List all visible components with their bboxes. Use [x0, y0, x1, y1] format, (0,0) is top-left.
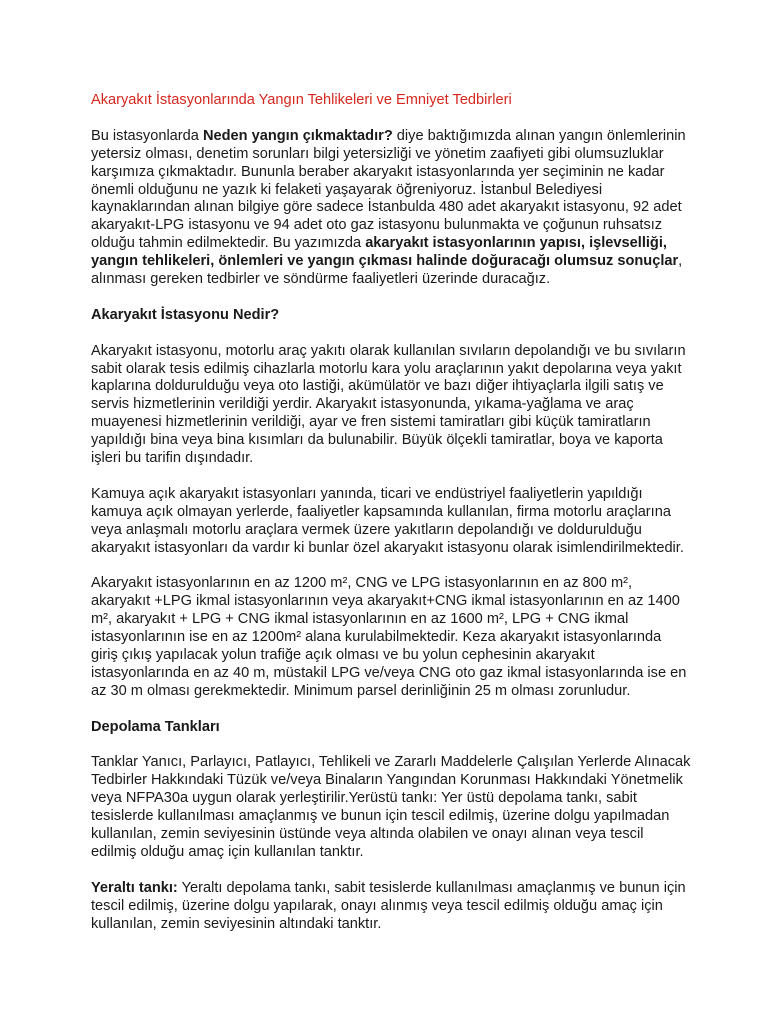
- above-ground-tank-paragraph: Tanklar Yanıcı, Parlayıcı, Patlayıcı, Tehlikeli ve Zararlı Maddelerle Çalışılan Yerlerde Alınacak Tedbirler Hakkındaki Tüzük ve/veya Binaların Yangından Korunması Hakkındaki Yönetmelik veya NFPA30a uygun olarak yerleştirilir.Yerüstü tankı: Yer üstü depolama tankı, sabit tesislerde kullanılması amaçlanmış ve bunun için tescil edilmiş, üzerine dolgu yapılmadan kullanılan, zemin seviyesinin üstünde veya altında olabilen ve onayı alınan veya tescil edilmiş olduğu amaç için kullanılan tanktır.: [91, 754, 691, 860]
- underground-tank-paragraph: [91, 880, 691, 934]
- section-heading-storage-tanks: Depolama Tankları: [91, 718, 220, 735]
- intro-text-3: , alınması gereken tedbirler ve söndürme faaliyetleri üzerinde duracağız.: [91, 253, 683, 288]
- intro-bold-topics: akaryakıt istasyonlarının yapısı, işlevselliği, yangın tehlikeleri, önlemleri ve yangın çıkması halinde doğuracağı olumsuz sonuçlar: [91, 235, 679, 270]
- intro-text-1: Bu istasyonlarda: [91, 127, 203, 144]
- intro-bold-question: Neden yangın çıkmaktadır?: [202, 127, 393, 144]
- area-requirements-paragraph: Akaryakıt istasyonlarının en az 1200 m², CNG ve LPG istasyonlarının en az 800 m², akaryakıt +LPG ikmal istasyonlarının veya akaryakıt+CNG ikmal istasyonlarının en az 1400 m², akaryakıt + LPG + CNG ikmal istasyonlarının en az 1600 m², LPG + CNG ikmal istasyonlarının ise en az 1200m² alana kurulabilmektedir. Keza akaryakıt istasyonlarında giriş çıkış yapılacak yolun trafiğe açık olması ve bu yolun cephesinin akaryakıt istasyonlarında en az 40 m, müstakil LPG ve/veya CNG oto gaz ikmal istasyonlarında ise en az 30 m olması gerekmektedir. Minimum parsel derinliğinin 25 m olması zorunludur.: [91, 575, 687, 699]
- intro-paragraph: [91, 128, 691, 289]
- underground-tank-text: Yeraltı depolama tankı, sabit tesislerde kullanılması amaçlanmış ve bunun için tescil edilmiş, üzerine dolgu yapılarak, onayı alınmış veya tescil edilmiş olduğu amaç için kullanılan, zemin seviyesinin altındaki tanktır.: [91, 879, 686, 932]
- private-station-paragraph: Kamuya açık akaryakıt istasyonları yanında, ticari ve endüstriyel faaliyetlerin yapıldığı kamuya açık olmayan yerlerde, faaliyetler kapsamında kullanılan, firma motorlu araçlarına veya anlaşmalı motorlu araçlara vermek üzere yakıtların depolandığı ve doldurulduğu akaryakıt istasyonları da vardır ki bunlar özel akaryakıt istasyonu olarak isimlendirilmektedir.: [91, 485, 684, 556]
- intro-text-2: diye baktığımızda alınan yangın önlemlerinin yetersiz olması, denetim sorunları bilgi yetersizliği ve yönetim zaafiyeti gibi olumsuzluklar karşımıza çıkmaktadır. Bununla beraber akaryakıt istasyonlarında yer seçiminin ne kadar önemli olduğunu ne yazık ki felaketi yaşayarak öğreniyoruz. İstanbul Belediyesi kaynaklarından alınan bilgiye göre sadece İstanbulda 480 adet akaryakıt istasyonu, 92 adet akaryakıt-LPG istasyonu ve 94 adet oto gaz istasyonu bulunmakta ve çoğunun ruhsatsız olduğu tahmin edilmektedir. Bu yazımızda: [91, 127, 686, 252]
- station-definition-paragraph: Akaryakıt istasyonu, motorlu araç yakıtı olarak kullanılan sıvıların depolandığı ve bu sıvıların sabit olarak tesis edilmiş cihazlarla motorlu kara yolu araçlarının yakıt depolarına veya yakıt kaplarına doldurulduğu veya oto lastiği, akümülatör ve bazı diğer ihtiyaçlarla ilgili satış ve servis hizmetlerinin verildiği yerdir. Akaryakıt istasyonunda, yıkama-yağlama ve araç muayenesi hizmetlerinin verildiği, ayar ve fren sistemi tamiratları gibi küçük tamiratların yapıldığı bina veya bina kısımları da bulunabilir. Büyük ölçekli tamiratlar, boya ve kaporta işleri bu tarifin dışındadır.: [91, 342, 686, 467]
- document-page: [91, 92, 691, 951]
- section-heading-what-is-station: Akaryakıt İstasyonu Nedir?: [91, 306, 280, 323]
- document-title: Akaryakıt İstasyonlarında Yangın Tehlikeleri ve Emniyet Tedbirleri: [91, 92, 512, 108]
- underground-tank-label: Yeraltı tankı:: [91, 879, 178, 896]
